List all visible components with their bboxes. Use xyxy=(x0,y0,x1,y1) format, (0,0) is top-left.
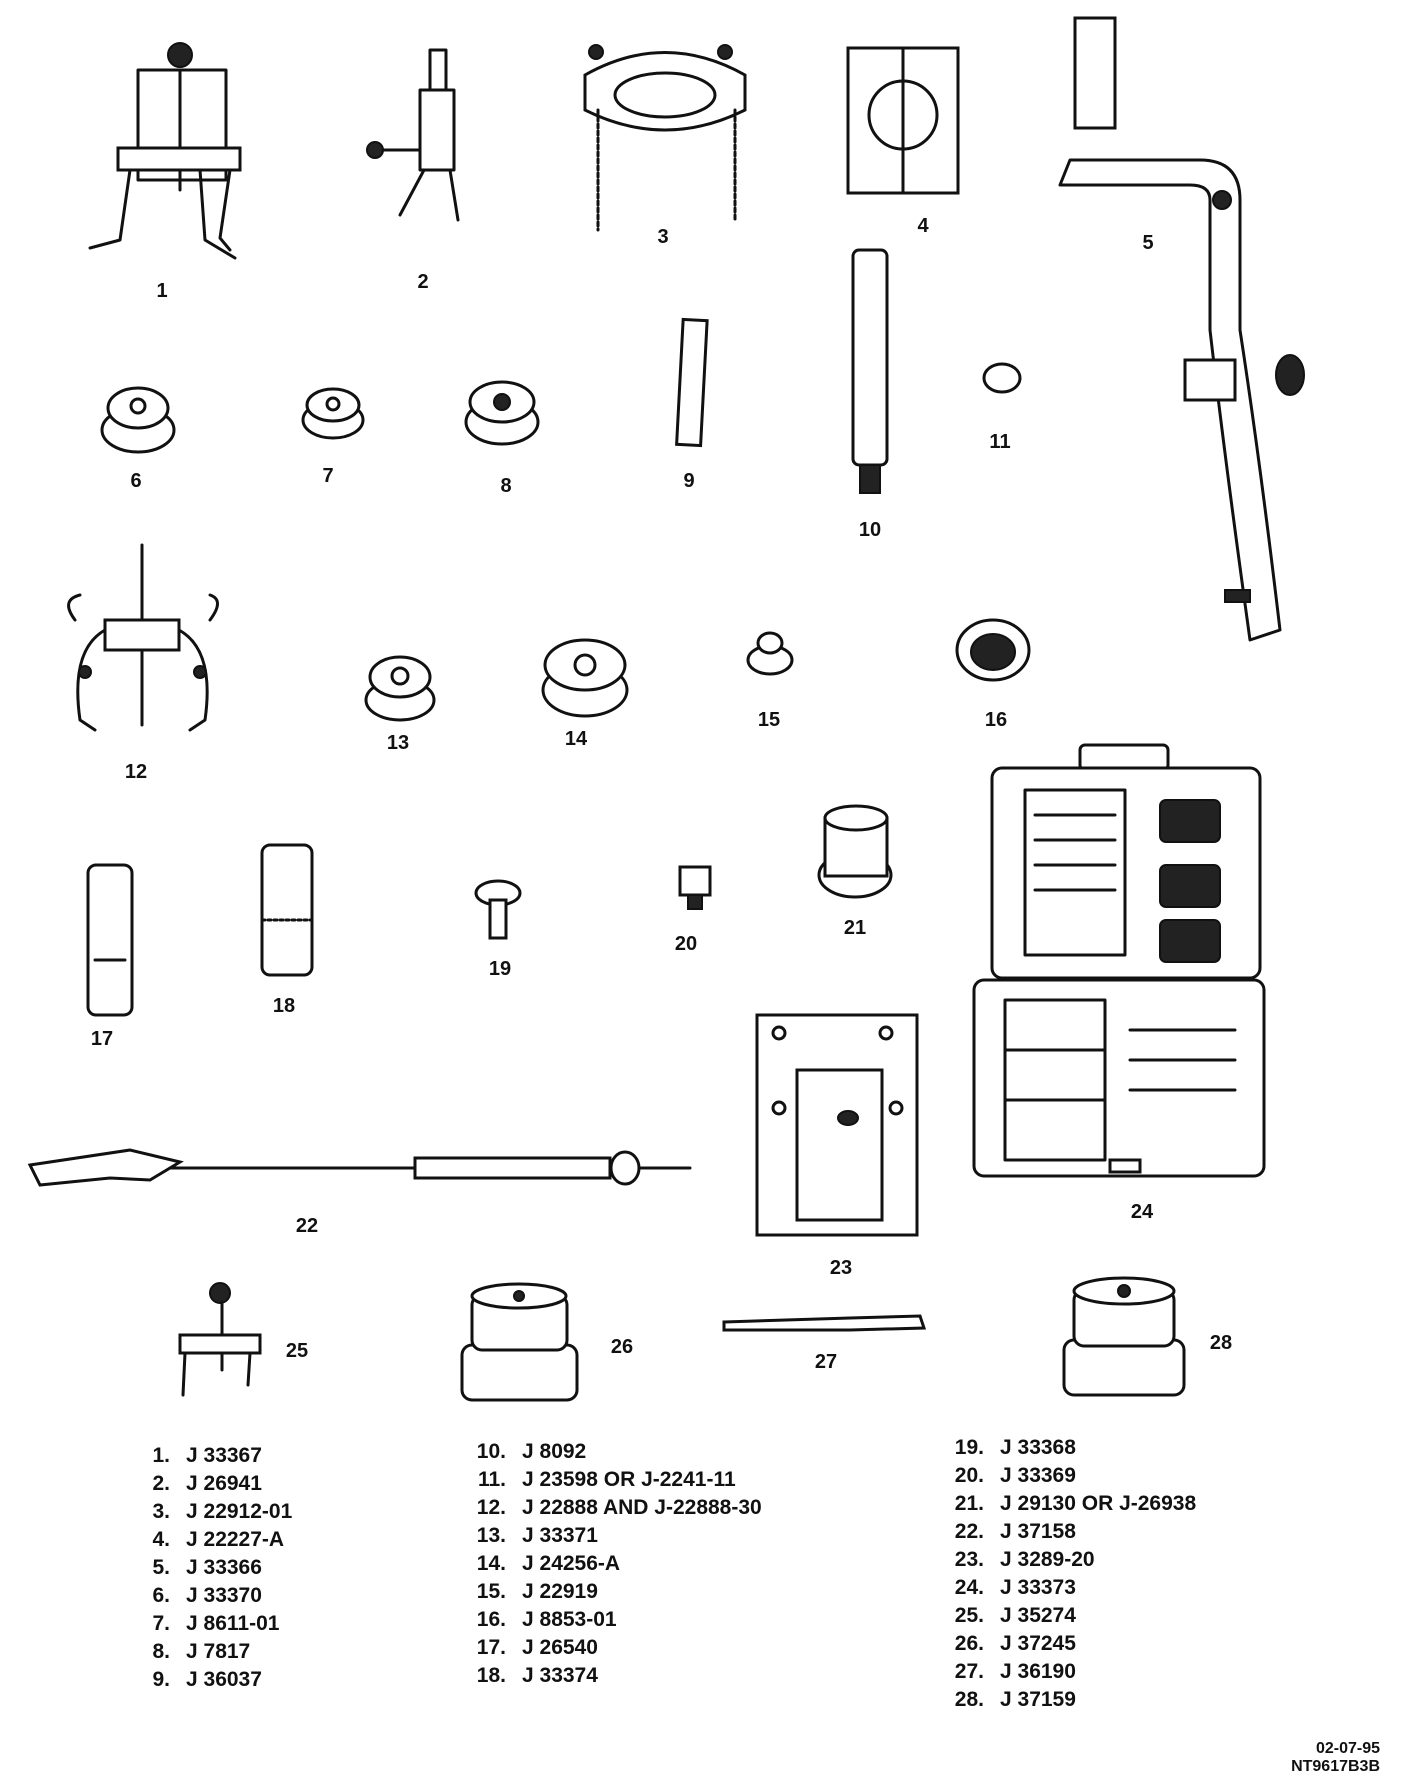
callout-25: 25 xyxy=(285,1340,309,1362)
callout-20: 20 xyxy=(674,933,698,955)
tool-17-adapter xyxy=(88,865,132,1015)
legend-row: 4. J 22227-A xyxy=(152,1528,285,1551)
callout-3: 3 xyxy=(657,226,669,248)
legend-column-2 xyxy=(462,1438,762,1690)
callout-4: 4 xyxy=(917,215,929,237)
callout-17: 17 xyxy=(90,1028,114,1050)
callout-6: 6 xyxy=(130,470,142,492)
tool-19-pin xyxy=(476,881,520,938)
callout-27: 27 xyxy=(814,1351,838,1373)
callout-19: 19 xyxy=(488,958,512,980)
legend-row: 20. J 33369 xyxy=(954,1464,1076,1487)
tool-3-bearing-separator xyxy=(585,45,745,230)
legend-row: 9. J 36037 xyxy=(152,1668,262,1691)
tool-8-driver xyxy=(466,382,538,444)
tool-1-puller xyxy=(90,43,240,258)
legend-row: 16. J 8853-01 xyxy=(476,1608,617,1631)
figure-date: 02-07-95 xyxy=(1315,1740,1380,1757)
callout-16: 16 xyxy=(984,709,1008,731)
legend-column-3 xyxy=(940,1434,1196,1714)
tool-12-three-jaw-puller xyxy=(69,545,218,730)
callout-1: 1 xyxy=(156,280,168,302)
tool-20-nut xyxy=(680,867,710,909)
legend-row: 23. J 3289-20 xyxy=(954,1548,1095,1571)
callout-24: 24 xyxy=(1130,1201,1154,1223)
legend-row: 21. J 29130 OR J-26938 xyxy=(954,1492,1197,1515)
callout-18: 18 xyxy=(272,995,296,1017)
tool-6-driver xyxy=(102,388,174,452)
callout-12: 12 xyxy=(124,761,148,783)
legend-row: 14. J 24256-A xyxy=(476,1552,621,1575)
callout-5: 5 xyxy=(1142,232,1154,254)
legend-row: 2. J 26941 xyxy=(152,1472,262,1495)
legend-column-1 xyxy=(126,1442,292,1694)
legend-row: 7. J 8611-01 xyxy=(152,1612,280,1635)
callout-22: 22 xyxy=(295,1215,319,1237)
tool-24-tool-case xyxy=(974,745,1264,1176)
legend-row: 11. J 23598 OR J-2241-11 xyxy=(477,1468,736,1491)
tool-9-rod xyxy=(677,319,708,445)
legend-row: 12. J 22888 AND J-22888-30 xyxy=(476,1496,762,1519)
legend-row: 22. J 37158 xyxy=(954,1520,1076,1543)
figure-id: NT9617B3B xyxy=(1291,1758,1380,1775)
tool-14-driver xyxy=(543,640,627,716)
callout-26: 26 xyxy=(610,1336,634,1358)
callout-23: 23 xyxy=(829,1257,853,1279)
callout-2: 2 xyxy=(417,271,429,293)
tool-21-cup xyxy=(819,806,891,897)
legend-row: 5. J 33366 xyxy=(152,1556,262,1579)
tool-28-installer xyxy=(1064,1278,1184,1395)
legend-row: 3. J 22912-01 xyxy=(152,1500,293,1523)
legend-row: 10. J 8092 xyxy=(476,1440,587,1463)
tool-5-support-bracket xyxy=(1060,18,1304,640)
callout-14: 14 xyxy=(564,728,588,750)
tool-15-pilot xyxy=(748,633,792,674)
callout-10: 10 xyxy=(858,519,882,541)
legend-row: 17. J 26540 xyxy=(476,1636,598,1659)
tool-10-handle xyxy=(853,250,887,493)
tool-27-punch xyxy=(724,1316,924,1330)
legend-row: 27. J 36190 xyxy=(954,1660,1076,1683)
legend-row: 15. J 22919 xyxy=(476,1580,598,1603)
figure-code xyxy=(1291,1740,1380,1776)
callout-28: 28 xyxy=(1209,1332,1233,1354)
tool-18-threaded-adapter xyxy=(262,845,312,975)
legend-row: 25. J 35274 xyxy=(954,1604,1076,1627)
legend-row: 1. J 33367 xyxy=(152,1444,262,1467)
tool-2-puller xyxy=(367,50,458,220)
callout-15: 15 xyxy=(757,709,781,731)
tool-7-driver xyxy=(303,389,363,438)
tool-11-plug xyxy=(984,364,1020,392)
tool-22-slide-hammer xyxy=(30,1150,690,1185)
legend-row: 13. J 33371 xyxy=(476,1524,598,1547)
tool-16-ring xyxy=(957,620,1029,680)
callout-7: 7 xyxy=(322,465,334,487)
legend-row: 19. J 33368 xyxy=(954,1436,1076,1459)
tool-25-small-puller xyxy=(180,1283,260,1395)
legend-row: 6. J 33370 xyxy=(152,1584,262,1607)
callout-21: 21 xyxy=(843,917,867,939)
callout-11: 11 xyxy=(989,431,1011,453)
legend-row: 8. J 7817 xyxy=(152,1640,251,1663)
tool-4-split-block xyxy=(848,48,958,193)
legend-row: 18. J 33374 xyxy=(476,1664,598,1687)
callout-9: 9 xyxy=(683,470,695,492)
callout-13: 13 xyxy=(386,732,410,754)
legend-row: 24. J 33373 xyxy=(954,1576,1076,1599)
tool-13-driver xyxy=(366,657,434,720)
tool-23-fixture-plate xyxy=(757,1015,917,1235)
callout-8: 8 xyxy=(500,475,512,497)
tool-26-installer xyxy=(462,1284,577,1400)
legend-row: 28. J 37159 xyxy=(954,1688,1076,1711)
legend-row: 26. J 37245 xyxy=(954,1632,1076,1655)
